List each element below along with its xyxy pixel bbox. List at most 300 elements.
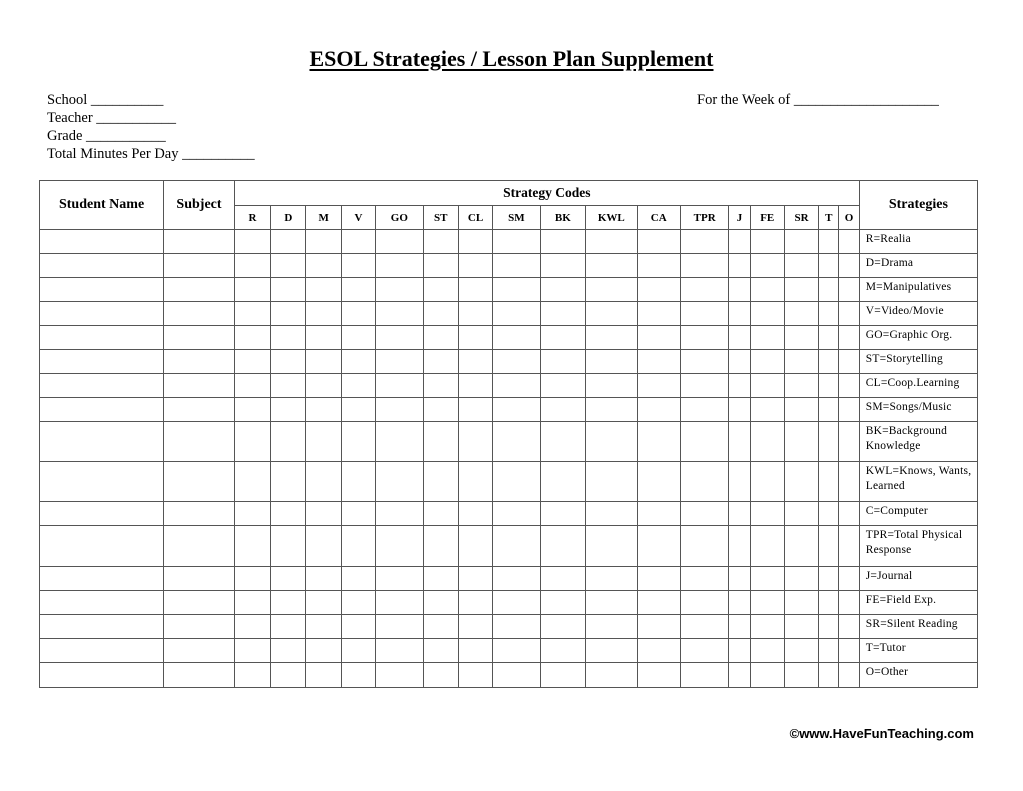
code-cell-r[interactable]: [234, 350, 270, 374]
code-cell-o[interactable]: [839, 302, 859, 326]
code-cell-kwl[interactable]: [586, 422, 637, 462]
code-cell-j[interactable]: [729, 615, 750, 639]
code-cell-ca[interactable]: [637, 326, 680, 350]
code-cell-sr[interactable]: [784, 278, 818, 302]
code-cell-v[interactable]: [341, 639, 375, 663]
code-cell-sr[interactable]: [784, 639, 818, 663]
code-cell-v[interactable]: [341, 302, 375, 326]
code-cell-fe[interactable]: [750, 254, 784, 278]
code-cell-fe[interactable]: [750, 350, 784, 374]
code-cell-st[interactable]: [423, 254, 458, 278]
code-cell-sm[interactable]: [493, 374, 540, 398]
code-cell-go[interactable]: [376, 462, 423, 502]
code-cell-v[interactable]: [341, 462, 375, 502]
subject-cell[interactable]: [164, 374, 235, 398]
code-cell-go[interactable]: [376, 398, 423, 422]
code-cell-t[interactable]: [819, 422, 839, 462]
code-cell-st[interactable]: [423, 398, 458, 422]
code-cell-t[interactable]: [819, 526, 839, 567]
code-cell-v[interactable]: [341, 567, 375, 591]
code-cell-go[interactable]: [376, 591, 423, 615]
code-cell-m[interactable]: [306, 422, 341, 462]
code-cell-ca[interactable]: [637, 526, 680, 567]
code-cell-kwl[interactable]: [586, 639, 637, 663]
code-cell-d[interactable]: [271, 398, 306, 422]
code-cell-ca[interactable]: [637, 230, 680, 254]
code-cell-t[interactable]: [819, 567, 839, 591]
code-cell-tpr[interactable]: [680, 567, 728, 591]
code-cell-m[interactable]: [306, 639, 341, 663]
code-cell-sm[interactable]: [493, 350, 540, 374]
code-cell-cl[interactable]: [458, 374, 492, 398]
code-cell-ca[interactable]: [637, 615, 680, 639]
code-cell-j[interactable]: [729, 278, 750, 302]
code-cell-fe[interactable]: [750, 230, 784, 254]
code-cell-j[interactable]: [729, 302, 750, 326]
code-cell-kwl[interactable]: [586, 567, 637, 591]
code-cell-sm[interactable]: [493, 663, 540, 688]
code-cell-j[interactable]: [729, 526, 750, 567]
code-cell-sm[interactable]: [493, 230, 540, 254]
code-cell-v[interactable]: [341, 326, 375, 350]
code-cell-go[interactable]: [376, 663, 423, 688]
code-cell-bk[interactable]: [540, 374, 585, 398]
code-cell-sr[interactable]: [784, 254, 818, 278]
code-cell-m[interactable]: [306, 462, 341, 502]
code-cell-o[interactable]: [839, 350, 859, 374]
code-cell-st[interactable]: [423, 462, 458, 502]
code-cell-m[interactable]: [306, 502, 341, 526]
code-cell-kwl[interactable]: [586, 254, 637, 278]
code-cell-t[interactable]: [819, 615, 839, 639]
code-cell-st[interactable]: [423, 350, 458, 374]
code-cell-tpr[interactable]: [680, 663, 728, 688]
code-cell-tpr[interactable]: [680, 422, 728, 462]
student-name-cell[interactable]: [40, 254, 164, 278]
code-cell-fe[interactable]: [750, 526, 784, 567]
code-cell-d[interactable]: [271, 526, 306, 567]
code-cell-sm[interactable]: [493, 278, 540, 302]
code-cell-m[interactable]: [306, 254, 341, 278]
code-cell-m[interactable]: [306, 302, 341, 326]
code-cell-st[interactable]: [423, 591, 458, 615]
code-cell-tpr[interactable]: [680, 639, 728, 663]
code-cell-d[interactable]: [271, 663, 306, 688]
code-cell-bk[interactable]: [540, 398, 585, 422]
code-cell-tpr[interactable]: [680, 615, 728, 639]
code-cell-ca[interactable]: [637, 302, 680, 326]
code-cell-m[interactable]: [306, 278, 341, 302]
subject-cell[interactable]: [164, 639, 235, 663]
student-name-cell[interactable]: [40, 278, 164, 302]
student-name-cell[interactable]: [40, 502, 164, 526]
code-cell-r[interactable]: [234, 230, 270, 254]
code-cell-r[interactable]: [234, 422, 270, 462]
student-name-cell[interactable]: [40, 591, 164, 615]
code-cell-r[interactable]: [234, 462, 270, 502]
code-cell-m[interactable]: [306, 526, 341, 567]
code-cell-o[interactable]: [839, 591, 859, 615]
code-cell-bk[interactable]: [540, 254, 585, 278]
code-cell-o[interactable]: [839, 374, 859, 398]
code-cell-fe[interactable]: [750, 663, 784, 688]
code-cell-d[interactable]: [271, 615, 306, 639]
code-cell-cl[interactable]: [458, 615, 492, 639]
code-cell-sr[interactable]: [784, 462, 818, 502]
code-cell-go[interactable]: [376, 350, 423, 374]
code-cell-v[interactable]: [341, 350, 375, 374]
code-cell-cl[interactable]: [458, 230, 492, 254]
code-cell-go[interactable]: [376, 526, 423, 567]
code-cell-r[interactable]: [234, 254, 270, 278]
code-cell-r[interactable]: [234, 639, 270, 663]
code-cell-v[interactable]: [341, 615, 375, 639]
subject-cell[interactable]: [164, 591, 235, 615]
code-cell-tpr[interactable]: [680, 350, 728, 374]
code-cell-v[interactable]: [341, 526, 375, 567]
code-cell-kwl[interactable]: [586, 278, 637, 302]
subject-cell[interactable]: [164, 422, 235, 462]
code-cell-sr[interactable]: [784, 422, 818, 462]
code-cell-sr[interactable]: [784, 326, 818, 350]
code-cell-t[interactable]: [819, 278, 839, 302]
code-cell-o[interactable]: [839, 278, 859, 302]
student-name-cell[interactable]: [40, 567, 164, 591]
code-cell-d[interactable]: [271, 462, 306, 502]
code-cell-st[interactable]: [423, 502, 458, 526]
code-cell-t[interactable]: [819, 350, 839, 374]
subject-cell[interactable]: [164, 663, 235, 688]
code-cell-sm[interactable]: [493, 639, 540, 663]
code-cell-st[interactable]: [423, 278, 458, 302]
code-cell-tpr[interactable]: [680, 591, 728, 615]
code-cell-sr[interactable]: [784, 230, 818, 254]
code-cell-go[interactable]: [376, 639, 423, 663]
code-cell-o[interactable]: [839, 502, 859, 526]
subject-cell[interactable]: [164, 230, 235, 254]
code-cell-j[interactable]: [729, 567, 750, 591]
code-cell-fe[interactable]: [750, 615, 784, 639]
code-cell-cl[interactable]: [458, 302, 492, 326]
code-cell-t[interactable]: [819, 302, 839, 326]
code-cell-go[interactable]: [376, 326, 423, 350]
subject-cell[interactable]: [164, 254, 235, 278]
code-cell-sr[interactable]: [784, 374, 818, 398]
code-cell-sr[interactable]: [784, 591, 818, 615]
code-cell-o[interactable]: [839, 254, 859, 278]
code-cell-o[interactable]: [839, 398, 859, 422]
code-cell-kwl[interactable]: [586, 350, 637, 374]
code-cell-v[interactable]: [341, 374, 375, 398]
code-cell-sr[interactable]: [784, 615, 818, 639]
code-cell-sr[interactable]: [784, 302, 818, 326]
code-cell-tpr[interactable]: [680, 374, 728, 398]
code-cell-ca[interactable]: [637, 567, 680, 591]
code-cell-bk[interactable]: [540, 302, 585, 326]
code-cell-j[interactable]: [729, 591, 750, 615]
code-cell-st[interactable]: [423, 230, 458, 254]
code-cell-r[interactable]: [234, 526, 270, 567]
code-cell-fe[interactable]: [750, 302, 784, 326]
code-cell-go[interactable]: [376, 302, 423, 326]
code-cell-kwl[interactable]: [586, 398, 637, 422]
code-cell-fe[interactable]: [750, 591, 784, 615]
code-cell-t[interactable]: [819, 639, 839, 663]
subject-cell[interactable]: [164, 278, 235, 302]
code-cell-go[interactable]: [376, 374, 423, 398]
code-cell-v[interactable]: [341, 591, 375, 615]
code-cell-r[interactable]: [234, 326, 270, 350]
code-cell-kwl[interactable]: [586, 663, 637, 688]
code-cell-sr[interactable]: [784, 398, 818, 422]
code-cell-bk[interactable]: [540, 663, 585, 688]
student-name-cell[interactable]: [40, 639, 164, 663]
code-cell-go[interactable]: [376, 502, 423, 526]
code-cell-d[interactable]: [271, 326, 306, 350]
code-cell-j[interactable]: [729, 502, 750, 526]
code-cell-m[interactable]: [306, 591, 341, 615]
student-name-cell[interactable]: [40, 326, 164, 350]
subject-cell[interactable]: [164, 615, 235, 639]
code-cell-t[interactable]: [819, 374, 839, 398]
code-cell-r[interactable]: [234, 567, 270, 591]
code-cell-j[interactable]: [729, 350, 750, 374]
code-cell-st[interactable]: [423, 374, 458, 398]
subject-cell[interactable]: [164, 326, 235, 350]
code-cell-cl[interactable]: [458, 326, 492, 350]
subject-cell[interactable]: [164, 567, 235, 591]
code-cell-kwl[interactable]: [586, 615, 637, 639]
code-cell-o[interactable]: [839, 615, 859, 639]
student-name-cell[interactable]: [40, 462, 164, 502]
code-cell-fe[interactable]: [750, 374, 784, 398]
code-cell-kwl[interactable]: [586, 302, 637, 326]
code-cell-d[interactable]: [271, 502, 306, 526]
code-cell-d[interactable]: [271, 350, 306, 374]
code-cell-j[interactable]: [729, 639, 750, 663]
code-cell-ca[interactable]: [637, 350, 680, 374]
code-cell-r[interactable]: [234, 398, 270, 422]
code-cell-kwl[interactable]: [586, 526, 637, 567]
code-cell-go[interactable]: [376, 254, 423, 278]
code-cell-go[interactable]: [376, 567, 423, 591]
code-cell-tpr[interactable]: [680, 502, 728, 526]
code-cell-sm[interactable]: [493, 462, 540, 502]
code-cell-m[interactable]: [306, 567, 341, 591]
code-cell-r[interactable]: [234, 374, 270, 398]
code-cell-sr[interactable]: [784, 350, 818, 374]
code-cell-go[interactable]: [376, 230, 423, 254]
code-cell-o[interactable]: [839, 526, 859, 567]
code-cell-sm[interactable]: [493, 302, 540, 326]
code-cell-cl[interactable]: [458, 462, 492, 502]
code-cell-o[interactable]: [839, 462, 859, 502]
code-cell-kwl[interactable]: [586, 326, 637, 350]
code-cell-bk[interactable]: [540, 350, 585, 374]
code-cell-cl[interactable]: [458, 350, 492, 374]
code-cell-bk[interactable]: [540, 278, 585, 302]
student-name-cell[interactable]: [40, 663, 164, 688]
code-cell-go[interactable]: [376, 615, 423, 639]
code-cell-t[interactable]: [819, 591, 839, 615]
code-cell-bk[interactable]: [540, 639, 585, 663]
code-cell-t[interactable]: [819, 254, 839, 278]
student-name-cell[interactable]: [40, 230, 164, 254]
code-cell-sm[interactable]: [493, 502, 540, 526]
code-cell-sm[interactable]: [493, 422, 540, 462]
code-cell-sm[interactable]: [493, 526, 540, 567]
code-cell-go[interactable]: [376, 422, 423, 462]
subject-cell[interactable]: [164, 526, 235, 567]
code-cell-go[interactable]: [376, 278, 423, 302]
code-cell-d[interactable]: [271, 254, 306, 278]
code-cell-d[interactable]: [271, 302, 306, 326]
code-cell-m[interactable]: [306, 398, 341, 422]
code-cell-sm[interactable]: [493, 567, 540, 591]
code-cell-o[interactable]: [839, 639, 859, 663]
code-cell-r[interactable]: [234, 278, 270, 302]
code-cell-fe[interactable]: [750, 567, 784, 591]
code-cell-j[interactable]: [729, 326, 750, 350]
student-name-cell[interactable]: [40, 374, 164, 398]
code-cell-bk[interactable]: [540, 591, 585, 615]
code-cell-d[interactable]: [271, 639, 306, 663]
code-cell-sr[interactable]: [784, 567, 818, 591]
code-cell-r[interactable]: [234, 591, 270, 615]
code-cell-bk[interactable]: [540, 462, 585, 502]
code-cell-ca[interactable]: [637, 462, 680, 502]
code-cell-st[interactable]: [423, 639, 458, 663]
code-cell-r[interactable]: [234, 502, 270, 526]
code-cell-sm[interactable]: [493, 615, 540, 639]
student-name-cell[interactable]: [40, 615, 164, 639]
code-cell-j[interactable]: [729, 422, 750, 462]
code-cell-j[interactable]: [729, 254, 750, 278]
code-cell-tpr[interactable]: [680, 230, 728, 254]
code-cell-ca[interactable]: [637, 502, 680, 526]
code-cell-sm[interactable]: [493, 254, 540, 278]
code-cell-cl[interactable]: [458, 398, 492, 422]
code-cell-o[interactable]: [839, 326, 859, 350]
code-cell-ca[interactable]: [637, 374, 680, 398]
code-cell-tpr[interactable]: [680, 398, 728, 422]
code-cell-bk[interactable]: [540, 326, 585, 350]
code-cell-cl[interactable]: [458, 663, 492, 688]
code-cell-v[interactable]: [341, 663, 375, 688]
code-cell-bk[interactable]: [540, 230, 585, 254]
code-cell-ca[interactable]: [637, 663, 680, 688]
code-cell-tpr[interactable]: [680, 278, 728, 302]
code-cell-st[interactable]: [423, 663, 458, 688]
code-cell-fe[interactable]: [750, 278, 784, 302]
code-cell-cl[interactable]: [458, 422, 492, 462]
code-cell-kwl[interactable]: [586, 502, 637, 526]
student-name-cell[interactable]: [40, 422, 164, 462]
code-cell-ca[interactable]: [637, 398, 680, 422]
code-cell-m[interactable]: [306, 230, 341, 254]
code-cell-tpr[interactable]: [680, 254, 728, 278]
code-cell-st[interactable]: [423, 526, 458, 567]
student-name-cell[interactable]: [40, 350, 164, 374]
code-cell-tpr[interactable]: [680, 326, 728, 350]
code-cell-d[interactable]: [271, 422, 306, 462]
code-cell-cl[interactable]: [458, 254, 492, 278]
code-cell-v[interactable]: [341, 254, 375, 278]
code-cell-d[interactable]: [271, 278, 306, 302]
code-cell-fe[interactable]: [750, 502, 784, 526]
code-cell-sr[interactable]: [784, 526, 818, 567]
code-cell-fe[interactable]: [750, 326, 784, 350]
code-cell-cl[interactable]: [458, 502, 492, 526]
code-cell-o[interactable]: [839, 422, 859, 462]
code-cell-kwl[interactable]: [586, 230, 637, 254]
code-cell-cl[interactable]: [458, 567, 492, 591]
code-cell-ca[interactable]: [637, 591, 680, 615]
code-cell-j[interactable]: [729, 398, 750, 422]
code-cell-bk[interactable]: [540, 615, 585, 639]
code-cell-r[interactable]: [234, 615, 270, 639]
code-cell-t[interactable]: [819, 398, 839, 422]
code-cell-d[interactable]: [271, 591, 306, 615]
code-cell-m[interactable]: [306, 326, 341, 350]
student-name-cell[interactable]: [40, 302, 164, 326]
subject-cell[interactable]: [164, 398, 235, 422]
code-cell-t[interactable]: [819, 663, 839, 688]
code-cell-j[interactable]: [729, 663, 750, 688]
code-cell-sr[interactable]: [784, 663, 818, 688]
code-cell-st[interactable]: [423, 567, 458, 591]
code-cell-m[interactable]: [306, 350, 341, 374]
code-cell-fe[interactable]: [750, 639, 784, 663]
code-cell-kwl[interactable]: [586, 591, 637, 615]
code-cell-j[interactable]: [729, 462, 750, 502]
code-cell-j[interactable]: [729, 230, 750, 254]
code-cell-t[interactable]: [819, 230, 839, 254]
code-cell-v[interactable]: [341, 230, 375, 254]
code-cell-v[interactable]: [341, 502, 375, 526]
code-cell-ca[interactable]: [637, 422, 680, 462]
code-cell-o[interactable]: [839, 663, 859, 688]
code-cell-m[interactable]: [306, 374, 341, 398]
code-cell-bk[interactable]: [540, 502, 585, 526]
code-cell-fe[interactable]: [750, 398, 784, 422]
code-cell-kwl[interactable]: [586, 462, 637, 502]
code-cell-d[interactable]: [271, 567, 306, 591]
code-cell-d[interactable]: [271, 374, 306, 398]
code-cell-j[interactable]: [729, 374, 750, 398]
code-cell-t[interactable]: [819, 502, 839, 526]
student-name-cell[interactable]: [40, 526, 164, 567]
code-cell-sr[interactable]: [784, 502, 818, 526]
code-cell-r[interactable]: [234, 663, 270, 688]
code-cell-sm[interactable]: [493, 398, 540, 422]
code-cell-cl[interactable]: [458, 526, 492, 567]
code-cell-st[interactable]: [423, 302, 458, 326]
code-cell-v[interactable]: [341, 398, 375, 422]
code-cell-cl[interactable]: [458, 639, 492, 663]
code-cell-r[interactable]: [234, 302, 270, 326]
subject-cell[interactable]: [164, 502, 235, 526]
code-cell-tpr[interactable]: [680, 302, 728, 326]
code-cell-st[interactable]: [423, 422, 458, 462]
code-cell-st[interactable]: [423, 326, 458, 350]
code-cell-fe[interactable]: [750, 422, 784, 462]
code-cell-cl[interactable]: [458, 591, 492, 615]
code-cell-v[interactable]: [341, 278, 375, 302]
code-cell-ca[interactable]: [637, 639, 680, 663]
code-cell-o[interactable]: [839, 567, 859, 591]
code-cell-tpr[interactable]: [680, 526, 728, 567]
